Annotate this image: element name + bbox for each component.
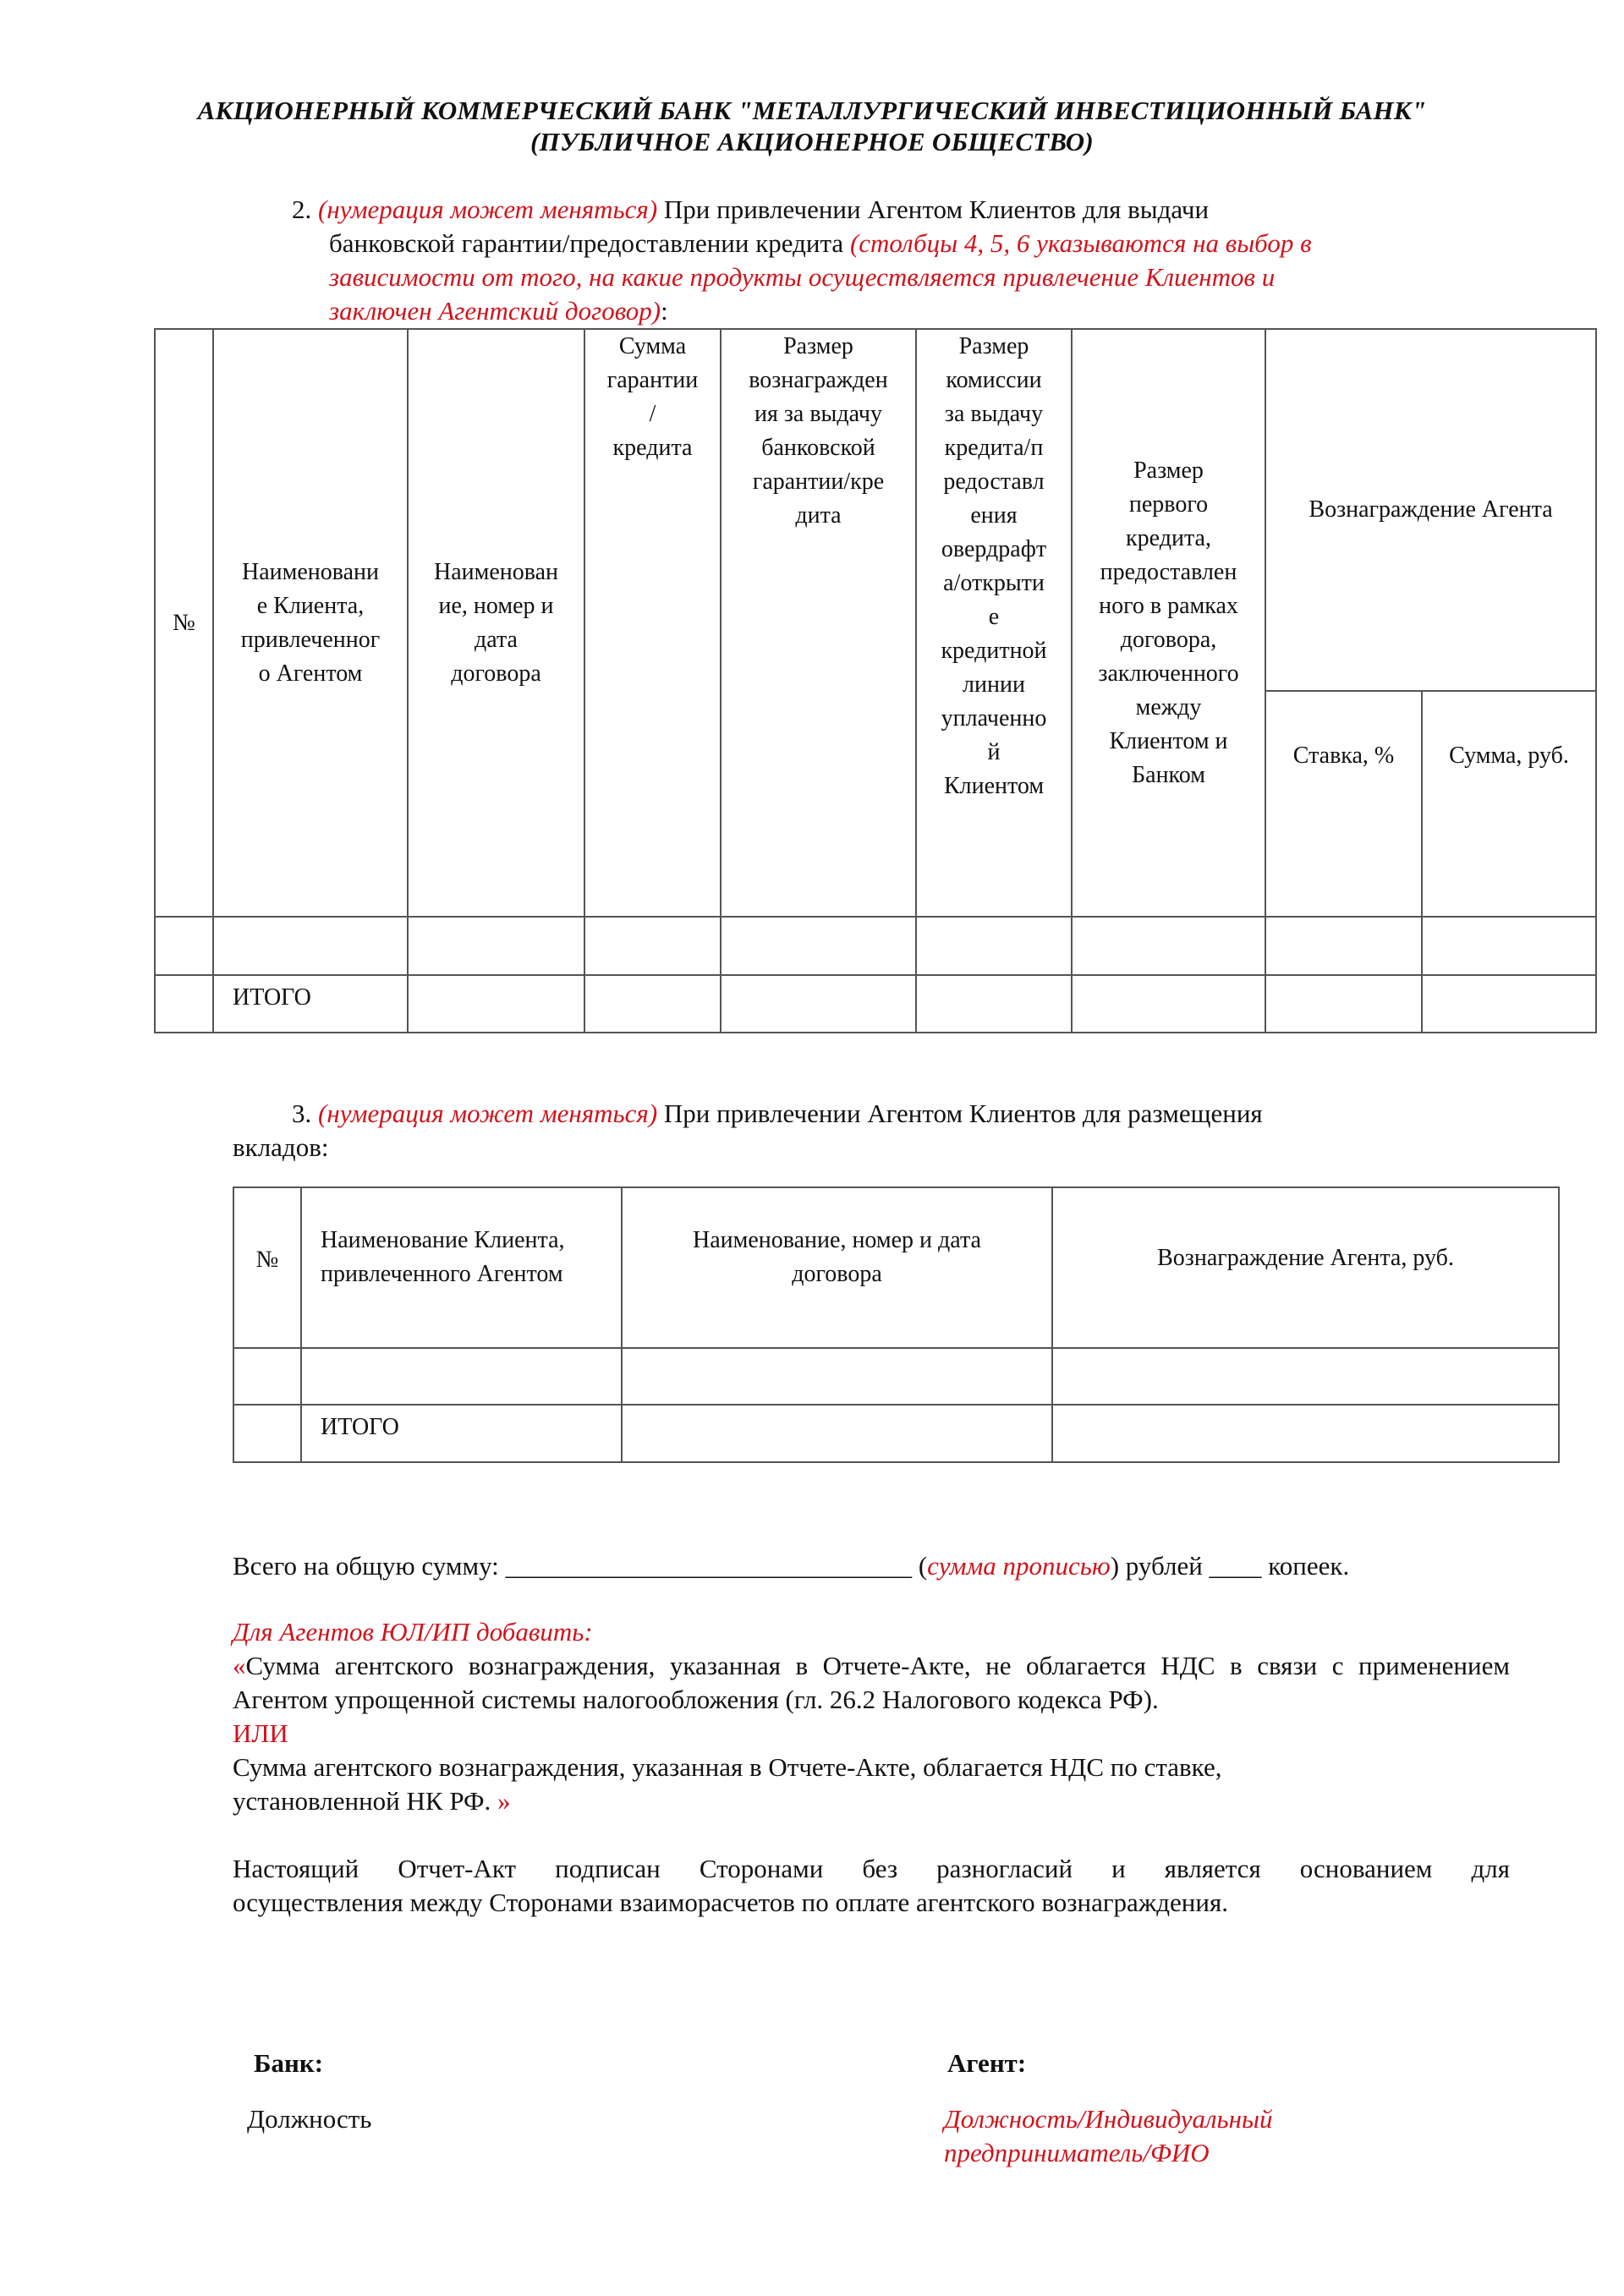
header-line: а/открыти xyxy=(943,570,1045,596)
cell-commission[interactable] xyxy=(916,917,1072,975)
header-line: Размер xyxy=(783,333,853,359)
cell-rate[interactable] xyxy=(1265,917,1422,975)
vat-block xyxy=(233,1615,1510,1818)
header-line: Наименование Клиента, xyxy=(321,1227,565,1253)
header-line: линии xyxy=(963,671,1025,698)
header-line: банковской xyxy=(761,435,875,461)
header-line: Размер xyxy=(958,333,1029,359)
header-line: между xyxy=(1135,693,1202,721)
total-cell[interactable] xyxy=(622,1405,1052,1462)
agent-label: Агент: xyxy=(947,2048,1027,2078)
kopeks-label: копеек. xyxy=(1261,1551,1350,1581)
agent-position-a: Должность/Индивидуальный xyxy=(944,2104,1273,2134)
header-line: комиссии xyxy=(946,367,1042,393)
header-line: предоставлен xyxy=(1100,558,1237,585)
table-row xyxy=(155,917,1596,975)
section2-columns-note-c: заключен Агентский договор) xyxy=(329,296,661,326)
header-line: е Клиента, xyxy=(256,592,365,619)
bank-label: Банк: xyxy=(254,2048,324,2078)
section2-line4 xyxy=(292,294,1561,328)
header-line: кредита xyxy=(612,435,693,461)
vat-option2-b: установленной НК РФ. xyxy=(233,1786,498,1816)
guarantee-credit-table xyxy=(154,328,1597,1033)
header-contract xyxy=(408,329,584,917)
vat-option1 xyxy=(233,1649,1510,1717)
agent-position xyxy=(944,2102,1272,2170)
section2-text-a: При привлечении Агентом Клиентов для выдачи xyxy=(657,195,1210,224)
cell-contract[interactable] xyxy=(622,1348,1052,1405)
cell-num[interactable] xyxy=(233,1348,301,1405)
header-line: кредитной xyxy=(941,638,1047,664)
header-line: заключенного xyxy=(1098,660,1239,687)
header-line: за выдачу xyxy=(944,401,1044,427)
header-line: Наименован xyxy=(433,558,559,585)
total-sum-open: ( xyxy=(912,1551,928,1581)
section2-line2 xyxy=(292,227,1561,260)
header-line: договора xyxy=(451,660,541,687)
header-line: редоставл xyxy=(943,469,1045,495)
section2-columns-note-b: зависимости от того, на какие продукты осуществляется привлечение Клиентов и xyxy=(329,262,1276,292)
bank-position: Должность xyxy=(247,2104,372,2134)
header-num: № xyxy=(233,1187,301,1348)
header-line: ного в рамках xyxy=(1099,592,1238,619)
total-cell[interactable] xyxy=(1265,975,1422,1033)
vat-or: ИЛИ xyxy=(233,1718,288,1748)
total-cell[interactable] xyxy=(1072,975,1265,1033)
header-client-name xyxy=(301,1187,622,1348)
total-row xyxy=(233,1405,1559,1462)
header-rate: Ставка, % xyxy=(1265,691,1422,917)
header-agent-reward: Вознаграждение Агента, руб. xyxy=(1052,1187,1559,1348)
total-label: ИТОГО xyxy=(301,1405,622,1462)
bank-title-line2: (ПУБЛИЧНОЕ АКЦИОНЕРНОЕ ОБЩЕСТВО) xyxy=(530,127,1094,156)
total-sum-line xyxy=(233,1549,1586,1583)
section3-text-a: При привлечении Агентом Клиентов для размещения xyxy=(657,1099,1263,1128)
section2-numbering-note: (нумерация может меняться) xyxy=(318,195,658,224)
header-agent-reward: Вознаграждение Агента xyxy=(1265,329,1596,691)
cell-client[interactable] xyxy=(301,1348,622,1405)
header-line: кредита, xyxy=(1126,524,1211,551)
vat-option1-text: Сумма агентского вознаграждения, указанная в Отчете-Акте, не облагается НДС в связи с применением Агентом упрощенной системы налогообложения (гл. 26.2 Налогового кодекса РФ). xyxy=(233,1651,1510,1714)
header-line: овердрафт xyxy=(941,536,1047,562)
total-sum-rubles: ) рублей xyxy=(1110,1551,1210,1581)
bank-title-line1: АКЦИОНЕРНЫЙ КОММЕРЧЕСКИЙ БАНК "МЕТАЛЛУРГИЧЕСКИЙ ИНВЕСТИЦИОННЫЙ БАНК" xyxy=(197,96,1427,125)
header-line: ие, номер и xyxy=(438,592,554,619)
cell-client[interactable] xyxy=(213,917,408,975)
total-cell[interactable] xyxy=(1052,1405,1559,1462)
section2-text-b: банковской гарантии/предоставлении кредита xyxy=(329,228,850,258)
deposits-table xyxy=(233,1186,1560,1463)
header-first-credit-size xyxy=(1072,329,1265,917)
header-line: Наименование, номер и дата xyxy=(693,1227,981,1253)
closing-line-b: осуществления между Сторонами взаиморасчетов по оплате агентского вознаграждения. xyxy=(233,1888,1228,1917)
header-contract xyxy=(622,1187,1052,1348)
vat-option2-line2 xyxy=(233,1784,1510,1818)
header-line: гарантии/кре xyxy=(752,469,885,495)
section2-columns-note-a: (столбцы 4, 5, 6 указываются на выбор в xyxy=(849,228,1312,258)
section3-number: 3. xyxy=(292,1099,312,1128)
total-cell[interactable] xyxy=(1422,975,1596,1033)
section2-intro xyxy=(292,193,1561,328)
section2-number: 2. xyxy=(292,195,312,224)
close-quote: » xyxy=(497,1786,511,1816)
header-line: е xyxy=(988,604,1000,630)
header-line: дита xyxy=(795,502,842,529)
header-line: дата xyxy=(475,626,518,653)
header-line: гарантии xyxy=(606,367,699,393)
total-cell-num xyxy=(155,975,213,1033)
header-line: Сумма xyxy=(618,333,687,359)
header-commission-size xyxy=(916,329,1072,917)
header-reward-size xyxy=(721,329,916,917)
header-line: привлеченного Агентом xyxy=(321,1261,563,1287)
cell-first-credit[interactable] xyxy=(1072,917,1265,975)
header-client-name xyxy=(213,329,408,917)
header-line: первого xyxy=(1128,490,1209,518)
total-row xyxy=(155,975,1596,1033)
total-sum-label: Всего на общую сумму: xyxy=(233,1551,506,1581)
cell-amount[interactable] xyxy=(1422,917,1596,975)
agent-position-b: предприниматель/ФИО xyxy=(944,2138,1210,2167)
header-line: кредита/п xyxy=(944,435,1044,461)
vat-option2-a: Сумма агентского вознаграждения, указанная в Отчете-Акте, облагается НДС по ставке, xyxy=(233,1752,1222,1782)
total-cell[interactable] xyxy=(408,975,584,1033)
cell-reward[interactable] xyxy=(1052,1348,1559,1405)
kopeks-blank[interactable]: ____ xyxy=(1209,1551,1262,1581)
total-sum-blank[interactable]: _______________________________ xyxy=(505,1551,913,1581)
section3-text-b: вкладов: xyxy=(233,1132,329,1162)
cell-sum[interactable] xyxy=(584,917,721,975)
section3-line1 xyxy=(233,1097,1552,1131)
closing-paragraph xyxy=(233,1852,1510,1920)
header-amount: Сумма, руб. xyxy=(1422,691,1596,917)
header-line: ия за выдачу xyxy=(754,401,883,427)
header-line: ения xyxy=(970,502,1018,529)
table-row xyxy=(233,1348,1559,1405)
header-line: уплаченно xyxy=(941,705,1047,732)
cell-contract[interactable] xyxy=(408,917,584,975)
total-cell[interactable] xyxy=(721,975,916,1033)
total-sum-words-note: сумма прописью xyxy=(927,1551,1111,1581)
header-line: й xyxy=(987,739,1001,765)
total-cell-num xyxy=(233,1405,301,1462)
header-line: Размер xyxy=(1133,457,1204,484)
section3-intro xyxy=(233,1097,1552,1164)
total-label: ИТОГО xyxy=(213,975,408,1033)
vat-heading: Для Агентов ЮЛ/ИП добавить: xyxy=(233,1617,593,1647)
header-guarantee-credit-sum xyxy=(584,329,721,917)
section2-line1 xyxy=(292,193,1561,227)
header-line: договора, xyxy=(1120,626,1217,653)
open-quote: « xyxy=(233,1651,246,1680)
closing-line-a: Настоящий Отчет-Акт подписан Сторонами без разногласий и является основанием для xyxy=(233,1854,1510,1883)
header-num: № xyxy=(155,329,213,917)
header-line: вознагражден xyxy=(749,367,888,393)
header-line: привлеченног xyxy=(240,626,381,653)
section3-numbering-note: (нумерация может меняться) xyxy=(318,1099,658,1128)
total-cell[interactable] xyxy=(584,975,721,1033)
header-line: / xyxy=(649,401,656,427)
section2-colon: : xyxy=(661,296,668,326)
cell-num[interactable] xyxy=(155,917,213,975)
header-line: Банком xyxy=(1132,761,1205,788)
cell-reward-size[interactable] xyxy=(721,917,916,975)
total-cell[interactable] xyxy=(916,975,1072,1033)
header-line: Клиентом и xyxy=(1109,727,1228,754)
header-line: Клиентом xyxy=(943,773,1045,799)
header-line: Наименовани xyxy=(241,558,379,585)
header-line: о Агентом xyxy=(258,660,363,687)
header-line: договора xyxy=(792,1261,882,1287)
